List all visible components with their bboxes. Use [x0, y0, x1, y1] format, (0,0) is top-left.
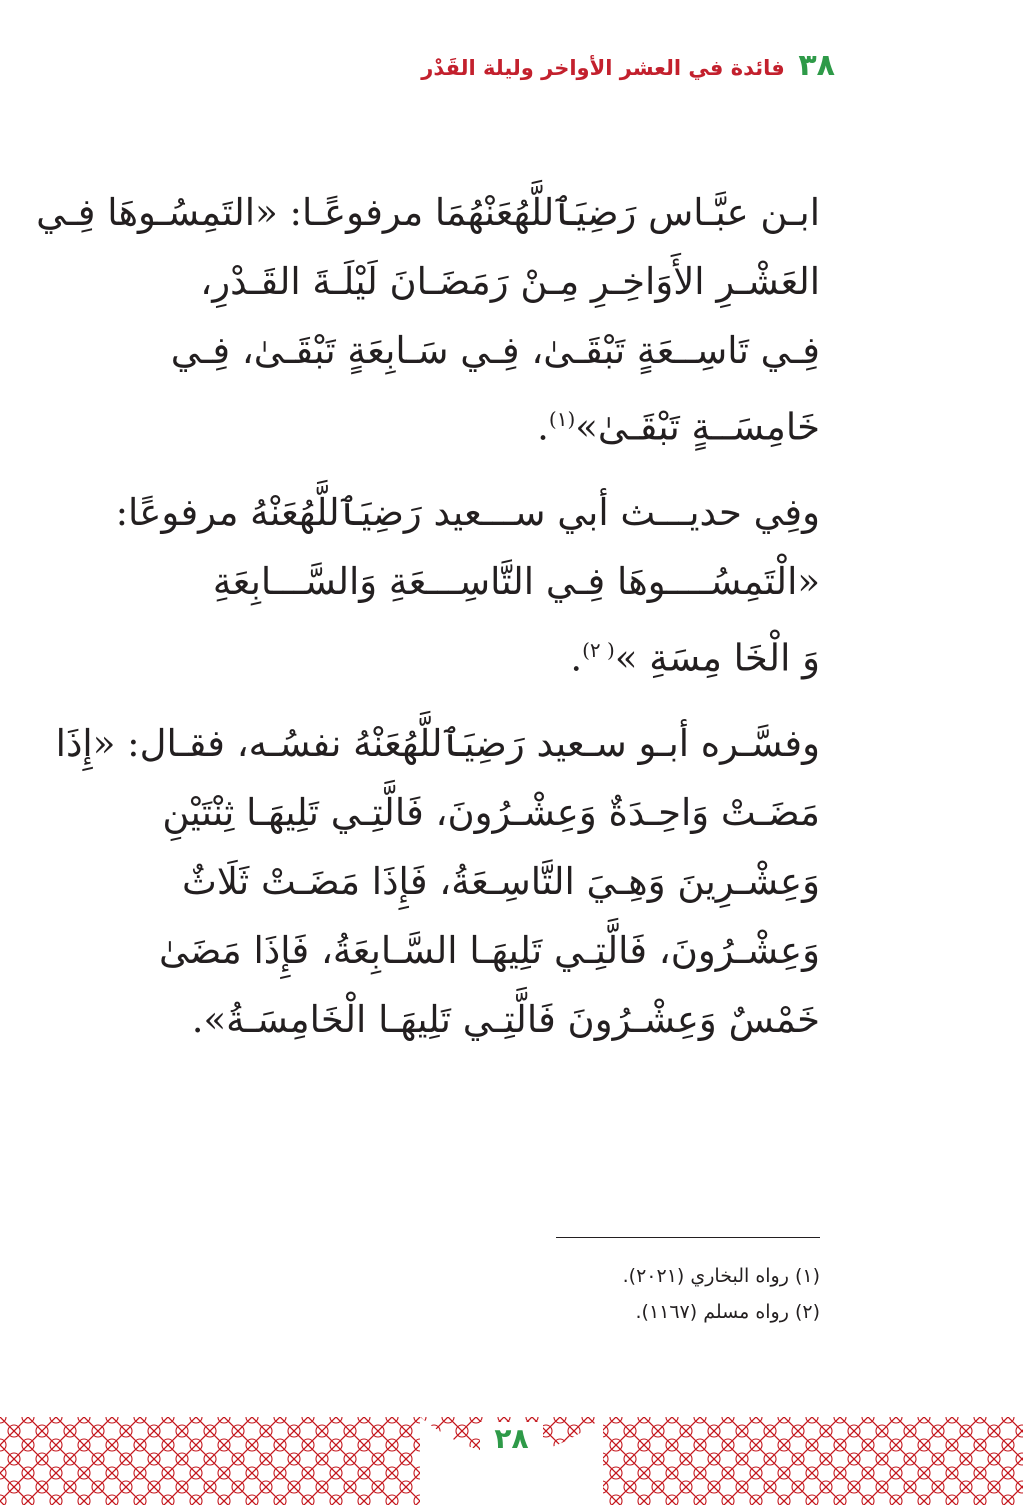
text-line: العَشْـرِ الأَوَاخِـرِ مِـنْ رَمَضَـانَ لَيْلَـةَ القَـدْرِ، [200, 260, 820, 303]
text-line-last [80, 385, 820, 454]
footnote-divider [556, 1237, 820, 1238]
footnote-1: (١) رواه البخاري (٢٠٢١). [622, 1265, 820, 1287]
paragraph-abu-said-hadith [80, 478, 820, 685]
text-segment: خَامِسَــةٍ تَبْقَـىٰ» [575, 405, 820, 449]
text-line: وفسَّـره أبـو سـعيد رَضِيَٱللَّهُعَنْهُ نفسُـه، فقـال: «إِذَا [55, 722, 820, 765]
footnotes [0, 1258, 820, 1330]
page-number [0, 1422, 1023, 1455]
header-title: فائدة في العشر الأواخر وليلة القَدْر [421, 56, 785, 80]
paragraph-abu-said-explanation [55, 709, 820, 1054]
sentence-end: . [537, 405, 549, 449]
footnote-2: (٢) رواه مسلم (١١٦٧). [635, 1301, 820, 1323]
text-line: فِـي تَاسِــعَةٍ تَبْقَـىٰ، فِـي سَـابِعَةٍ تَبْقَـىٰ، فِـي [170, 329, 820, 372]
text-line: وفِي حديـــث أبي ســـعيد رَضِيَٱللَّهُعَنْهُ مرفوعًا: [115, 491, 820, 534]
text-line-last [80, 616, 820, 685]
sentence-end: . [570, 636, 583, 680]
footnote-mark-2: ( ٢) [582, 638, 615, 662]
text-line: خَمْسٌ وَعِشْـرُونَ فَالَّتِـي تَلِيهَـا الْخَامِسَـةُ». [191, 998, 820, 1041]
text-line: مَضَـتْ وَاحِـدَةٌ وَعِشْـرُونَ، فَالَّتِـي تَلِيهَـا ثِنْتَيْنِ [162, 791, 820, 834]
text-line: وَعِشْـرُونَ، فَالَّتِـي تَلِيهَـا السَّـابِعَةُ، فَإِذَا مَضَىٰ [158, 929, 820, 972]
text-segment: وَ الْخَا مِسَةِ » [614, 636, 820, 680]
text-line: ابـن عبَّـاس رَضِيَٱللَّهُعَنْهُمَا مرفوعًـا: «التَمِسُـوهَا فِـي [36, 191, 820, 234]
paragraph-ibn-abbas [36, 178, 820, 454]
running-header [0, 48, 835, 83]
footnote-mark-1: (١) [548, 407, 576, 431]
page-number-text: ٢٨ [480, 1422, 542, 1455]
main-text [36, 178, 820, 1078]
text-line: «الْتَمِسُــــوهَا فِـي التَّاسِـــعَةِ وَالسَّـــابِعَةِ [212, 560, 820, 603]
header-page-number: ٣٨ [798, 48, 835, 83]
text-line: وَعِشْـرِينَ وَهِـيَ التَّاسِـعَةُ، فَإِذَا مَضَـتْ ثَلَاثٌ [182, 860, 820, 903]
